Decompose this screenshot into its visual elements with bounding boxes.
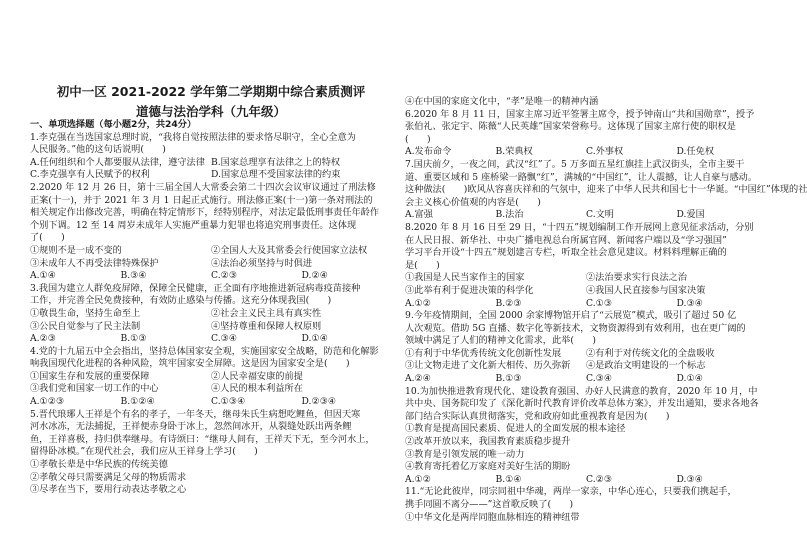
text-line: 领域中满足了人们的精神文化需求，此举( )	[405, 335, 596, 347]
option-row	[405, 209, 767, 222]
text-line: 张伯礼、张定宇、陈薇“人民英雄”国家荣誉称号。这体现了国家主席行使的职权是	[405, 121, 736, 133]
text-line: ③教育是引领发展的唯一动力	[405, 448, 525, 460]
option: ④法治必须坚持与时俱进	[211, 257, 313, 269]
option: A.①②	[405, 473, 432, 485]
option: ③公民自觉参与了民主法制	[30, 320, 141, 332]
text-line: ①中华文化是两岸同胞血脉相连的精神纽带	[405, 511, 580, 523]
text-line: 在人民日报、新华社、中央广播电视总台所属官网、新闻客户端以及“学习强国”	[405, 234, 727, 246]
exam-subtitle: 道德与法治学科（九年级）	[135, 104, 286, 119]
option: B.国家总理享有法律之上的特权	[211, 156, 341, 168]
option-row	[405, 285, 767, 298]
text-line: 了( )	[30, 232, 65, 244]
text-line: 会主义核心价值观的内容是( )	[405, 196, 541, 208]
option: ④人民的根本利益所在	[211, 383, 303, 395]
option: ④我国人民直接参与国家决策	[586, 284, 706, 296]
option-row	[30, 270, 392, 283]
text-line: 河水冰冻，无法捕捉，王祥便赤身卧于冰上，忽然间冰开，从裂缝处跃出两条鲤	[30, 421, 352, 433]
text-line: ②改革开放以来，我国教育素质稳步提升	[405, 436, 571, 448]
option-row	[30, 333, 392, 346]
text-line: 个别下调。12 至 14 周岁未成年人实施严重暴力犯罪也将追究刑事责任。这体现	[30, 219, 357, 231]
option-row	[405, 298, 767, 311]
option: D.③④	[676, 473, 703, 485]
option: C.③④	[211, 333, 238, 345]
option: D.爱国	[676, 209, 705, 221]
option: ②社会主义民主具有真实性	[211, 307, 322, 319]
option-row	[405, 373, 767, 386]
option-row	[405, 348, 767, 361]
text-line: 共中央、国务院印发了《深化新时代教育评价改革总体方案》，并发出通知，要求各地各	[405, 398, 759, 410]
text-line: 3.我国为建立人群免疫屏障，保障全民健康，正全面有序地推进新冠病毒疫苗接种	[30, 282, 361, 294]
option: ①规则不是一成不变的	[30, 244, 122, 256]
option: ④坚持尊重和保障人权原则	[211, 320, 322, 332]
option: ①国家生存和发展的重要保障	[30, 370, 150, 382]
text-line: 11.“无论此彼岸，同宗同祖中华魂，两岸一家亲，中华心连心，只要我们携起手，	[405, 486, 737, 498]
text-line: 8.2020 年 8 月 16 日至 29 日，“十四五”规划编制工作开展网上意见征求活动，分别	[405, 221, 754, 233]
option: B.③④	[120, 270, 147, 282]
option: ②人民幸福安康的前提	[211, 370, 303, 382]
option: ①敬畏生命，坚持生命至上	[30, 307, 141, 319]
option: D.③④	[676, 297, 703, 309]
text-line: 留得卧冰模。”在现代社会，我们应从王祥身上学习( )	[30, 446, 258, 458]
option: ③此举有利于促进决策的科学化	[405, 284, 534, 296]
option: C.②③	[586, 473, 613, 485]
text-line: 工作，并完善全民免费接种，有效防止感染与传播。这充分体现我国( )	[30, 295, 332, 307]
option-row	[30, 245, 392, 258]
text-line: 1.李克强在当选国家总理时说，“我将自觉按照法律的要求恪尽职守，全心全意为	[30, 131, 356, 143]
option: B.①③	[120, 333, 147, 345]
exam-title: 初中一区 2021-2022 学年第二学期期中综合素质测评	[56, 84, 366, 99]
text-line: 携手同圆不离分——”这首歌反映了( )	[405, 499, 574, 510]
text-line: 正案(十一)，并于 2021 年 3 月 1 日起正式施行。刑法修正案(十一)第一条对刑法的	[30, 194, 373, 206]
text-line: 道、重要区域和 5 座桥梁一路飘“红”，满城的“中国红”，让人震撼，让人自豪与感动。	[405, 171, 758, 183]
option-row	[30, 321, 392, 334]
text-line: 是( )	[405, 259, 440, 271]
text-line: ③尽孝在当下，要用行动表达孝敬之心	[30, 484, 187, 496]
text-line: 7.国庆前夕，一夜之间，武汉“红”了。5 万多面五星红旗挂上武汉街头，全市主要干	[405, 158, 745, 170]
option: ②全国人大及其常委会行使国家立法权	[211, 244, 368, 256]
option: C.外事权	[586, 146, 624, 158]
option: C.①③④	[211, 396, 246, 408]
option-row	[30, 371, 392, 384]
option: B.①②④	[120, 396, 155, 408]
text-line: ④在中国的家庭文化中，“孝”是唯一的精神内涵	[405, 96, 599, 107]
option: C.文明	[586, 209, 614, 221]
text-line: 响我国现代化进程的各种风险，筑牢国家安全屏障。这是因为国家安全是( )	[30, 358, 350, 370]
option: B.①③	[495, 373, 522, 385]
option-row	[30, 308, 392, 321]
text-line: 人次观览。借助 5G 直播、数字化等新技术，文物资源得到有效利用，也在更广阔的	[405, 322, 746, 334]
option: A.①②	[405, 297, 432, 309]
option: B.荣典权	[495, 146, 533, 158]
option: ④是政治文明建设的一个标志	[586, 360, 706, 372]
text-line: ②孝敬父母只需要满足父母的物质需求	[30, 471, 187, 483]
text-line: 4.党的十九届五中全会指出，坚持总体国家安全观，实施国家安全战略，防范和化解影	[30, 345, 379, 357]
text-line: 5.晋代琅琊人王祥是个有名的孝子，一年冬天，继母朱氏生病想吃鲤鱼，但因天寒	[30, 408, 361, 420]
text-line: 相关规定作出修改完善，明确在特定情形下，经特别程序，对法定最低刑事责任年龄作	[30, 207, 380, 219]
option: D.国家总理不受国家法律的约束	[211, 169, 341, 181]
option: ②法治要求实行良法之治	[586, 272, 688, 284]
option: D.①④	[676, 373, 703, 385]
text-line: 6.2020 年 8 月 11 日，国家主席习近平签署主席令，授予钟南山“共和国勋章”，授予	[405, 108, 755, 120]
option: ③未成年人不再受法律特殊保护	[30, 257, 159, 269]
text-line: 10.为加快推进教育现代化、建设教育强国、办好人民满意的教育，2020 年 10 月，中	[405, 385, 758, 397]
option: D.②④	[301, 270, 328, 282]
option: A.②④	[405, 373, 432, 385]
text-line: 学习平台开设“十四五”规划建言专栏，听取全社会意见建议。材料料理解正确的	[405, 247, 727, 259]
option: C.②③	[211, 270, 238, 282]
right-column	[405, 96, 807, 524]
option: C.李克强享有人民赋予的权利	[30, 169, 150, 181]
option: ①我国是人民当家作主的国家	[405, 272, 525, 284]
option-row	[405, 272, 767, 285]
option-row	[30, 383, 392, 396]
option: C.①③	[586, 297, 613, 309]
section-heading: 一、单项选择题（每小题2分，共24分）	[30, 119, 197, 130]
option: ③让文物走进了文化新大相传、历久弥新	[405, 360, 571, 372]
text-line: ④教育寄托着亿万家庭对美好生活的期盼	[405, 461, 571, 473]
text-line: ( )	[405, 133, 431, 145]
left-column	[30, 119, 392, 497]
option: D.②③④	[301, 396, 337, 408]
text-line: 9.今年疫情期间，全国 2000 余家博物馆开启了“云展览”模式，吸引了超过 50 亿	[405, 310, 737, 322]
option: A.①②③	[30, 396, 65, 408]
option: D.①④	[301, 333, 328, 345]
option: D.任免权	[676, 146, 715, 158]
option: ①有利于中华优秀传统文化创新性发展	[405, 347, 562, 359]
option: B.法治	[495, 209, 524, 221]
option: ③我们党和国家一切工作的中心	[30, 383, 159, 395]
option: A.①④	[30, 270, 57, 282]
option: A.任何组织和个人都要服从法律，遵守法律	[30, 156, 205, 168]
text-line: 2.2020 年 12 月 26 日，第十三届全国人大常委会第二十四次会议审议通过了刑法修	[30, 181, 376, 193]
option: ②有利于对传统文化的全盘吸收	[586, 347, 715, 359]
option: B.②③	[495, 297, 522, 309]
text-line: 鱼，王祥喜极，持归供奉继母。有诗颂曰：“继母人间有，王祥天下无，至今河水上，	[30, 433, 375, 445]
text-line: 人民服务。”他的这句话说明( )	[30, 144, 166, 156]
option-row	[405, 474, 767, 487]
option-row	[30, 169, 392, 182]
option: A.发布命令	[405, 146, 452, 158]
option: A.②③	[30, 333, 57, 345]
option-row	[30, 396, 392, 409]
option: C.③④	[586, 373, 613, 385]
option-row	[405, 146, 767, 159]
option-row	[30, 157, 392, 170]
text-line: 这种做法( )欧风从容喜庆祥和的气氛中，迎来了中华人民共和国七十一华诞。“中国红”体现的社	[405, 184, 807, 196]
text-line: ①孝敬长辈是中华民族的传统美德	[30, 459, 168, 471]
option: B.①④	[495, 473, 522, 485]
option: A.富强	[405, 209, 433, 221]
option-row	[30, 258, 392, 271]
text-line: 部门结合实际认真贯彻落实，党和政府如此重视教育是因为( )	[405, 410, 670, 422]
option-row	[405, 360, 767, 373]
text-line: ①教育是提高国民素质、促进人的全面发展的根本途径	[405, 423, 626, 435]
